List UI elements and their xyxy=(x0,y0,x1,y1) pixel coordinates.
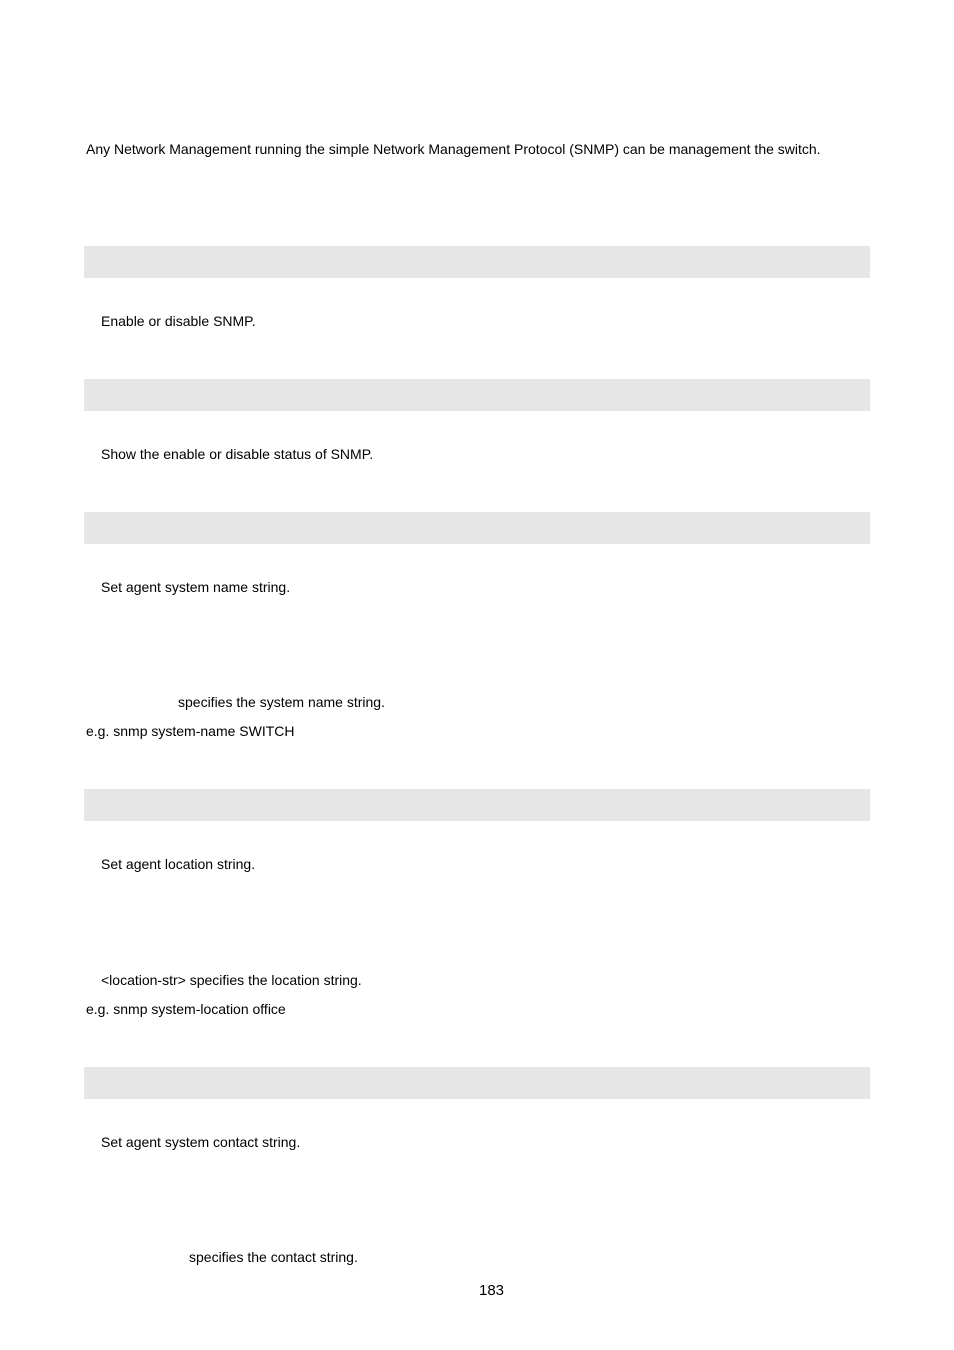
section-header-bar-1 xyxy=(84,246,870,278)
section-4-example: e.g. snmp system-location office xyxy=(86,1001,286,1017)
section-header-bar-3 xyxy=(84,512,870,544)
section-header-bar-4 xyxy=(84,789,870,821)
section-2-description: Show the enable or disable status of SNMP. xyxy=(101,446,374,462)
section-3-example: e.g. snmp system-name SWITCH xyxy=(86,723,295,739)
section-header-bar-2 xyxy=(84,379,870,411)
page-number: 183 xyxy=(478,1282,505,1299)
section-4-description: Set agent location string. xyxy=(101,856,256,872)
section-5-parameter: specifies the contact string. xyxy=(189,1249,358,1265)
section-5-description: Set agent system contact string. xyxy=(101,1134,301,1150)
section-1-description: Enable or disable SNMP. xyxy=(101,313,256,329)
section-header-bar-5 xyxy=(84,1067,870,1099)
intro-paragraph: Any Network Management running the simple Network Management Protocol (SNMP) can be management the switch. xyxy=(86,141,821,157)
section-4-parameter: <location-str> specifies the location string. xyxy=(101,972,362,988)
section-3-parameter: specifies the system name string. xyxy=(178,694,385,710)
section-3-description: Set agent system name string. xyxy=(101,579,291,595)
